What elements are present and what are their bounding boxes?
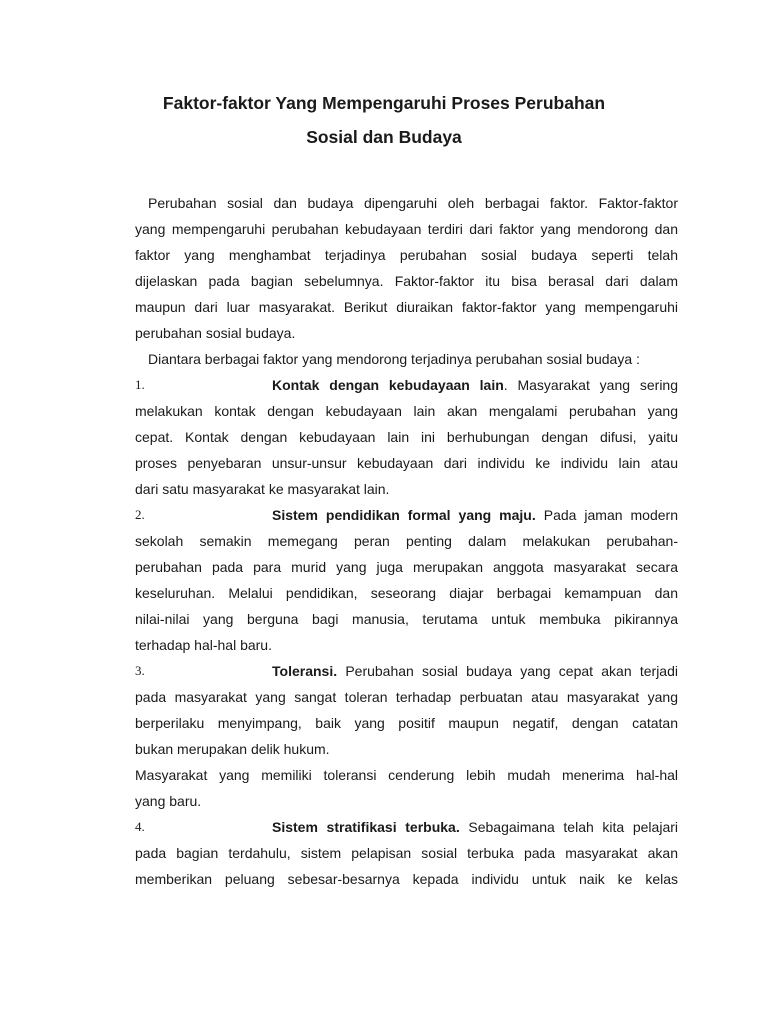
list-number: 3.: [135, 663, 145, 678]
heading-rest: . Masyarakat yang sering: [503, 377, 679, 393]
heading-rest: Perubahan sosial budaya yang cepat akan terjadi: [337, 663, 678, 679]
list-heading: Sistem pendidikan formal yang maju.: [272, 507, 536, 523]
text-line: berperilaku menyimpang, baik yang positif maupun negatif, dengan catatan: [135, 715, 678, 731]
text-line: proses penyebaran unsur-unsur kebudayaan dari individu ke individu lain atau: [135, 455, 678, 471]
text-line: perubahan sosial budaya.: [135, 325, 296, 341]
heading-rest: Pada jaman modern: [535, 507, 678, 523]
text-line: dijelaskan pada bagian sebelumnya. Faktor-faktor itu bisa berasal dari dalam: [135, 273, 678, 289]
list-item: [135, 814, 678, 892]
text-line: Perubahan sosial dan budaya dipengaruhi oleh berbagai faktor. Faktor-faktor: [148, 195, 678, 211]
list-item: [135, 372, 678, 502]
list-item-heading-line: [135, 372, 678, 398]
list-number: 2.: [135, 507, 145, 522]
text-line: Diantara berbagai faktor yang mendorong terjadinya perubahan sosial budaya :: [148, 351, 640, 367]
list-item-heading-line: [135, 502, 678, 528]
text-line: dari satu masyarakat ke masyarakat lain.: [135, 481, 390, 497]
list-item-heading-line: [135, 658, 678, 684]
text-line: faktor yang menghambat terjadinya perubahan sosial budaya seperti telah: [135, 247, 678, 263]
heading-rest: Sebagaimana telah kita pelajari: [459, 819, 679, 835]
list-number: 4.: [135, 819, 145, 834]
text-line: cepat. Kontak dengan kebudayaan lain ini berhubungan dengan difusi, yaitu: [135, 429, 678, 445]
text-line: pada masyarakat yang sangat toleran terhadap perbuatan atau masyarakat yang: [135, 689, 678, 705]
list-number: 1.: [135, 377, 145, 392]
text-line: Masyarakat yang memiliki toleransi cenderung lebih mudah menerima hal-hal: [135, 767, 678, 783]
text-line: memberikan peluang sebesar-besarnya kepada individu untuk naik ke kelas: [135, 871, 678, 887]
list-item-heading-line: [135, 814, 678, 840]
document-body: [135, 190, 678, 892]
text-line: pada bagian terdahulu, sistem pelapisan sosial terbuka pada masyarakat akan: [135, 845, 678, 861]
list-item: [135, 658, 678, 762]
heading-text: [272, 814, 678, 840]
text-line: yang mempengaruhi perubahan kebudayaan terdiri dari faktor yang mendorong dan: [135, 221, 678, 237]
text-line: keseluruhan. Melalui pendidikan, seseorang diajar berbagai kemampuan dan: [135, 585, 678, 601]
list-heading: Toleransi.: [272, 663, 338, 679]
title-line: Sosial dan Budaya: [306, 127, 462, 147]
paragraph: [135, 762, 678, 814]
paragraph: [135, 190, 678, 346]
heading-text: [272, 502, 678, 528]
text-line: melakukan kontak dengan kebudayaan lain akan mengalami perubahan yang: [135, 403, 678, 419]
text-line: sekolah semakin memegang peran penting dalam melakukan perubahan-: [135, 533, 678, 549]
text-line: terhadap hal-hal baru.: [135, 637, 272, 653]
text-line: yang baru.: [135, 793, 202, 809]
paragraph: [135, 346, 678, 372]
text-line: perubahan pada para murid yang juga merupakan anggota masyarakat secara: [135, 559, 678, 575]
list-heading: Kontak dengan kebudayaan lain: [272, 377, 504, 393]
text-line: nilai-nilai yang berguna bagi manusia, terutama untuk membuka pikirannya: [135, 611, 678, 627]
text-line: bukan merupakan delik hukum.: [135, 741, 330, 757]
text-line: maupun dari luar masyarakat. Berikut diuraikan faktor-faktor yang mempengaruhi: [135, 299, 678, 315]
list-heading: Sistem stratifikasi terbuka.: [272, 819, 460, 835]
heading-text: [272, 372, 678, 398]
list-item: [135, 502, 678, 658]
document-title: [0, 86, 768, 154]
heading-text: [272, 658, 678, 684]
title-line: Faktor-faktor Yang Mempengaruhi Proses Perubahan: [162, 93, 606, 113]
